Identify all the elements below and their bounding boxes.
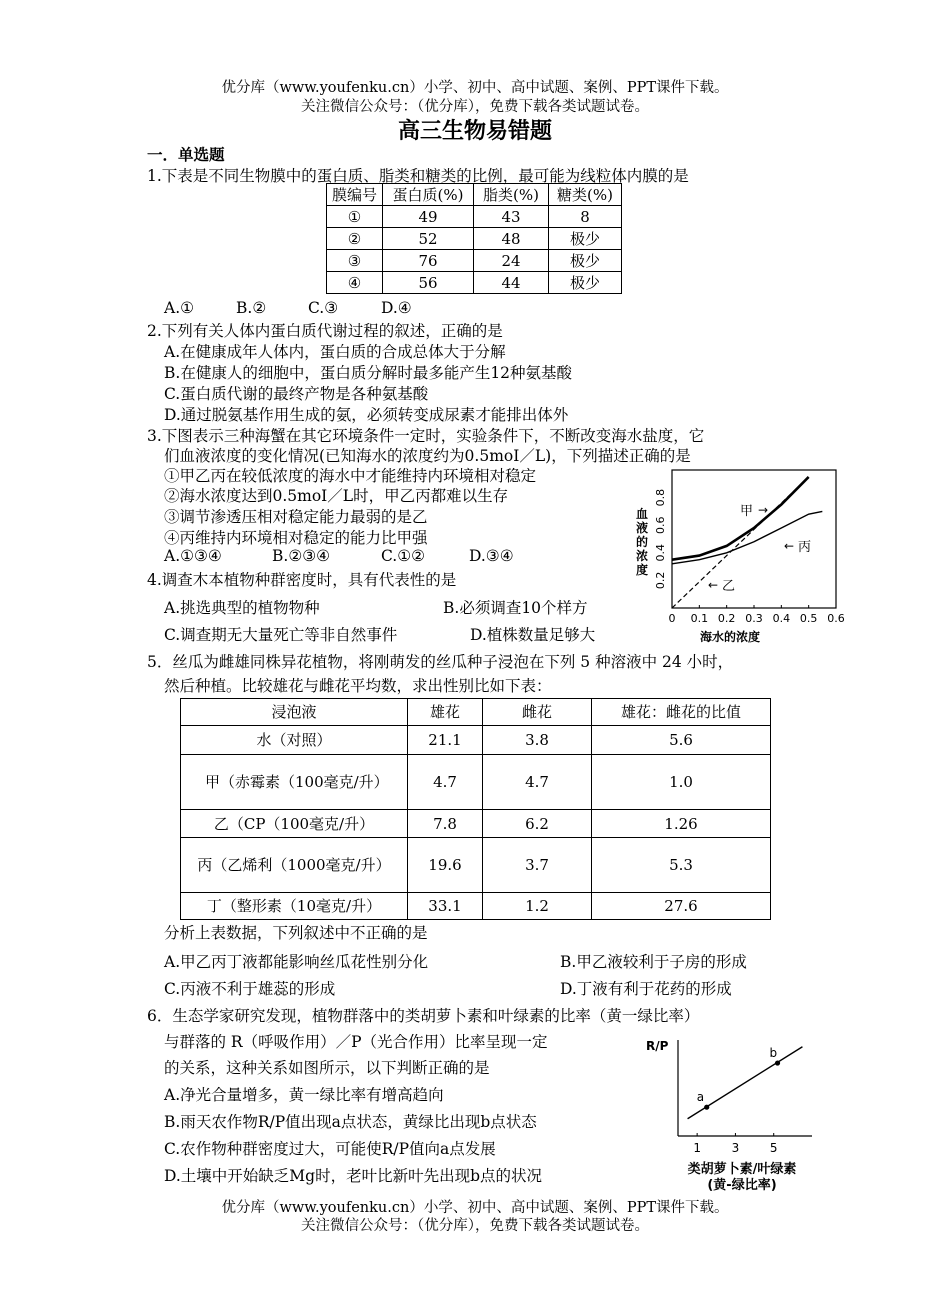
table-cell: 丁（整形素（10毫克/升） (181, 893, 408, 920)
x-tick-label: 5 (769, 1141, 778, 1155)
q3-statement-2: ②海水浓度达到0.5moI／L时，甲乙丙都难以生存 (164, 487, 509, 505)
q3-option-d: D.③④ (469, 547, 514, 565)
x-tick-label: 0.2 (717, 612, 736, 625)
x-tick-label: 0.5 (799, 612, 818, 625)
q2-option-c: C.蛋白质代谢的最终产物是各种氨基酸 (164, 385, 429, 403)
table-cell: 1.26 (592, 810, 771, 838)
table-cell: 76 (383, 250, 474, 272)
q3-statement-3: ③调节渗透压相对稳定能力最弱的是乙 (164, 508, 428, 526)
series-label-bing: 丙 (798, 540, 812, 555)
table-cell: ③ (327, 250, 383, 272)
q1-option-a: A.① (164, 299, 195, 317)
q2-option-d: D.通过脱氨基作用生成的氨，必须转变成尿素才能排出体外 (164, 406, 569, 424)
table-header-cell: 蛋白质(%) (383, 184, 474, 206)
table-header-cell: 雄花：雌花的比值 (592, 699, 771, 726)
cell-text: 甲（赤霉素（100毫克/升） (205, 773, 389, 791)
q6-option-c: C.农作物种群密度过大，可能使R/P值向a点发展 (164, 1140, 496, 1158)
table-row (181, 810, 771, 838)
table-cell (181, 838, 408, 893)
section-heading: 一．单选题 (147, 145, 225, 164)
series-label-jia: 甲 (740, 504, 754, 519)
q5-option-a: A.甲乙丙丁液都能影响丝瓜花性别分化 (164, 953, 429, 971)
q3-stem-line-2: 们血液浓度的变化情况(已知海水的浓度约为0.5moI／L)，下列描述正确的是 (164, 447, 691, 465)
table-cell: 6.2 (483, 810, 592, 838)
y-axis-label (636, 506, 648, 577)
q6-stem-line-1: 6．生态学家研究发现，植物群落中的类胡萝卜素和叶绿素的比率（黄一绿比率） (147, 1007, 700, 1025)
table-cell: 48 (474, 228, 549, 250)
crab-blood-concentration-chart (628, 458, 850, 646)
q1-stem: 1.下表是不同生物膜中的蛋白质、脂类和糖类的比例，最可能为线粒体内膜的是 (147, 167, 689, 185)
q2-stem: 2.下列有关人体内蛋白质代谢过程的叙述，正确的是 (147, 322, 503, 340)
table-row (327, 228, 622, 250)
q5-stem-line-2: 然后种植。比较雄花与雌花平均数，求出性别比如下表： (164, 677, 552, 695)
q5-option-c: C.丙液不利于雄蕊的形成 (164, 980, 336, 998)
table-row (181, 838, 771, 893)
x-tick-label: 0.6 (827, 612, 845, 625)
q3-option-a: A.①③④ (164, 547, 222, 565)
table-cell: 乙（CP（100毫克/升） (181, 810, 408, 838)
q2-option-b: B.在健康人的细胞中，蛋白质分解时最多能产生12种氨基酸 (164, 364, 573, 382)
q6-option-b: B.雨天农作物R/P值出现a点状态，黄绿比出现b点状态 (164, 1113, 537, 1131)
table-cell: 4.7 (483, 755, 592, 810)
table-header-row (181, 699, 771, 726)
y-axis-label: R/P (646, 1039, 669, 1053)
table-cell: 49 (383, 206, 474, 228)
x-axis-label: 海水的浓度 (699, 630, 761, 644)
table-cell: 极少 (549, 250, 622, 272)
y-axis-label-char: 度 (635, 563, 649, 577)
point-label-b: b (769, 1046, 778, 1061)
table-cell: 5.3 (592, 838, 771, 893)
q4-option-b: B.必须调查10个样方 (443, 599, 588, 617)
y-tick-label: 0.8 (654, 488, 667, 507)
header-line-2: 关注微信公众号：（优分库），免费下载各类试题试卷。 (301, 99, 649, 115)
y-axis-label-char: 浓 (635, 549, 649, 563)
q5-stem-line-1: 5．丝瓜为雌雄同株异花植物，将刚萌发的丝瓜种子浸泡在下列 5 种溶液中 24 小时， (147, 653, 734, 671)
x-tick-label: 1 (693, 1141, 701, 1155)
cell-text: 丙（乙烯利（1000毫克/升） (197, 856, 391, 874)
q3-statement-1: ①甲乙丙在较低浓度的海水中才能维持内环境相对稳定 (164, 467, 537, 485)
table-cell: 33.1 (408, 893, 483, 920)
plot-frame (672, 470, 836, 608)
table-header-row (327, 184, 622, 206)
q6-option-a: A.净光合量增多，黄一绿比率有增高趋向 (164, 1086, 444, 1104)
table-cell: 21.1 (408, 726, 483, 755)
table-header-cell: 雌花 (483, 699, 592, 726)
table-cell: 52 (383, 228, 474, 250)
table-row (181, 726, 771, 755)
y-axis-label-char: 血 (635, 507, 649, 521)
header-line-1: 优分库（www.youfenku.cn）小学、初中、高中试题、案例、PPT课件下载。 (221, 80, 729, 96)
y-axis-label-char: 液 (635, 521, 649, 535)
table-row (181, 893, 771, 920)
table-row (327, 272, 622, 294)
q3-statement-4: ④丙维持内环境相对稳定的能力比甲强 (164, 529, 428, 547)
table-cell: 44 (474, 272, 549, 294)
arrow-icon: ← (708, 578, 719, 592)
table-cell: 27.6 (592, 893, 771, 920)
x-axis-label: 类胡萝卜素/叶绿素 (687, 1162, 797, 1177)
table-cell: 5.6 (592, 726, 771, 755)
table-cell: ① (327, 206, 383, 228)
q4-option-d: D.植株数量足够大 (470, 626, 596, 644)
q5-table (180, 698, 771, 920)
x-tick-label: 0.4 (772, 612, 791, 625)
q3-option-c: C.①② (381, 547, 426, 565)
arrow-icon: ← (784, 539, 795, 553)
table-cell: 56 (383, 272, 474, 294)
table-header-cell: 膜编号 (327, 184, 383, 206)
table-cell (181, 755, 408, 810)
table-cell: 极少 (549, 228, 622, 250)
data-point-a (704, 1105, 709, 1110)
series-label-yi: 乙 (722, 579, 736, 594)
table-cell: 8 (549, 206, 622, 228)
table-row (181, 755, 771, 810)
q1-option-b: B.② (236, 299, 267, 317)
rp-ratio-chart (640, 1030, 830, 1196)
arrow-icon: → (758, 503, 769, 517)
table-row (327, 250, 622, 272)
table-header-cell: 糖类(%) (549, 184, 622, 206)
q5-option-d: D.丁液有利于花药的形成 (560, 980, 732, 998)
table-cell: 1.2 (483, 893, 592, 920)
table-cell: 3.7 (483, 838, 592, 893)
table-row (327, 206, 622, 228)
table-cell: 19.6 (408, 838, 483, 893)
q4-stem: 4.调查木本植物种群密度时，具有代表性的是 (147, 571, 457, 589)
x-axis-label-2: (黄-绿比率) (707, 1178, 777, 1193)
table-cell: 极少 (549, 272, 622, 294)
footer-line-1: 优分库（www.youfenku.cn）小学、初中、高中试题、案例、PPT课件下载。 (221, 1200, 729, 1216)
q1-table (326, 183, 622, 294)
table-cell: 1.0 (592, 755, 771, 810)
x-tick-label: 0 (668, 612, 676, 625)
point-label-a: a (696, 1090, 705, 1105)
q1-option-c: C.③ (308, 299, 339, 317)
table-cell: 3.8 (483, 726, 592, 755)
q6-option-d: D.土壤中开始缺乏Mg时，老叶比新叶先出现b点的状况 (164, 1167, 543, 1185)
q5-ask: 分析上表数据，下列叙述中不正确的是 (164, 924, 428, 942)
q4-option-a: A.挑选典型的植物物种 (164, 599, 320, 617)
y-tick-label: 0.6 (654, 516, 667, 534)
q6-stem-line-2: 与群落的 R（呼吸作用）／P（光合作用）比率呈现一定 (164, 1033, 548, 1051)
table-cell: 43 (474, 206, 549, 228)
data-point-b (775, 1060, 780, 1065)
q4-option-c: C.调查期无大量死亡等非自然事件 (164, 626, 398, 644)
x-tick-label: 0.1 (690, 612, 709, 625)
q2-option-a: A.在健康成年人体内，蛋白质的合成总体大于分解 (164, 343, 506, 361)
q3-option-b: B.②③④ (272, 547, 331, 565)
table-cell: 4.7 (408, 755, 483, 810)
q3-stem-line-1: 3.下图表示三种海蟹在其它环境条件一定时，实验条件下，不断改变海水盐度，它 (147, 427, 705, 445)
table-cell: ② (327, 228, 383, 250)
table-cell: 水（对照） (181, 726, 408, 755)
table-header-cell: 浸泡液 (181, 699, 408, 726)
table-cell: 24 (474, 250, 549, 272)
table-header-cell: 雄花 (408, 699, 483, 726)
x-tick-label: 3 (731, 1141, 740, 1155)
q1-option-d: D.④ (381, 299, 412, 317)
table-cell: 7.8 (408, 810, 483, 838)
table-cell: ④ (327, 272, 383, 294)
y-axis-label-char: 的 (635, 535, 649, 549)
y-tick-label: 0.2 (654, 571, 667, 590)
q6-stem-line-3: 的关系，这种关系如图所示，以下判断正确的是 (164, 1059, 490, 1077)
q5-option-b: B.甲乙液较利于子房的形成 (560, 953, 747, 971)
page-title: 高三生物易错题 (397, 118, 552, 144)
table-header-cell: 脂类(%) (474, 184, 549, 206)
footer-line-2: 关注微信公众号：（优分库），免费下载各类试题试卷。 (301, 1218, 649, 1234)
x-tick-label: 0.3 (745, 612, 763, 625)
y-tick-label: 0.4 (654, 544, 667, 562)
